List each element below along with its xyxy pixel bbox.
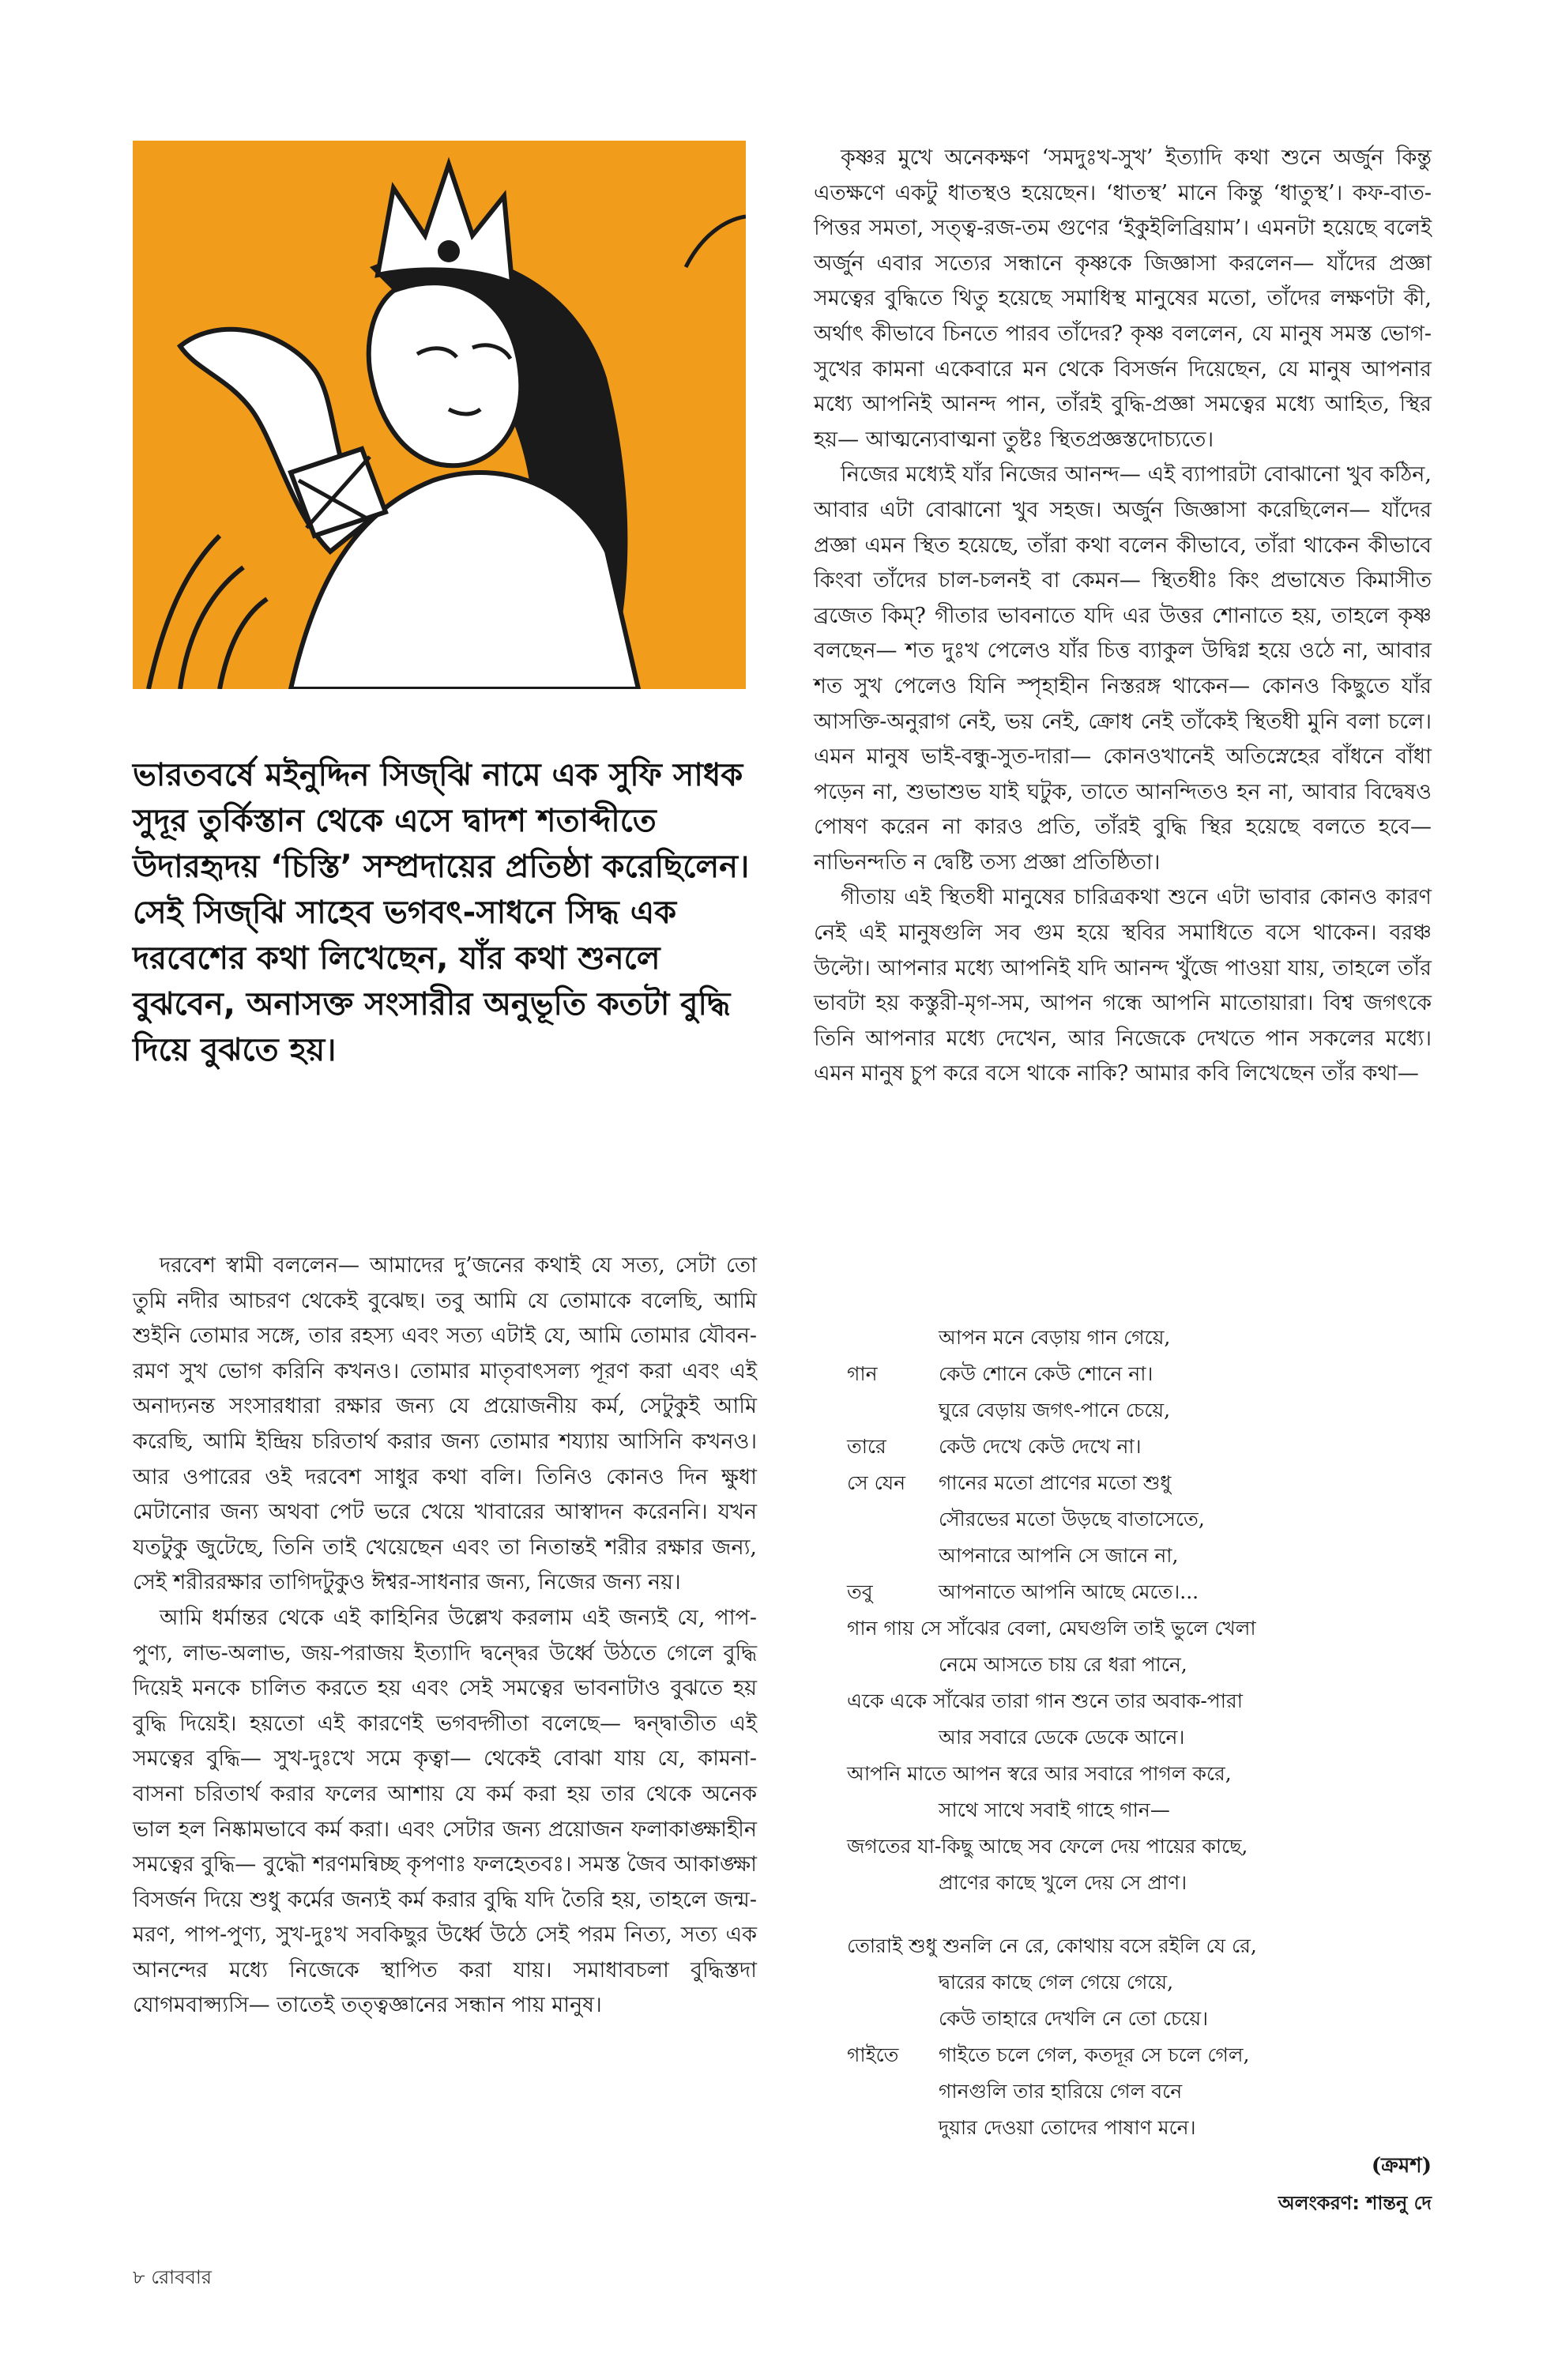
poem-line [847, 1719, 1447, 1756]
paragraph: নিজের মধ্যেই যাঁর নিজের আনন্দ— এই ব্যাপারটা বোঝানো খুব কঠিন, আবার এটা বোঝানো খুব সহজ। অর্জুন জিজ্ঞাসা করেছিলেন— যাঁদের প্রজ্ঞা এমন স্থিত হয়েছে, তাঁরা কথা বলেন কীভাবে, তাঁরা থাকেন কীভাবে কিংবা তাঁদের চাল-চলনই বা কেমন— স্থিতধীঃ কিং প্রভাষেত কিমাসীত ব্রজেত কিম্? গীতার ভাবনাতে যদি এর উত্তর শোনাতে হয়, তাহলে কৃষ্ণ বলছেন— শত দুঃখ পেলেও যাঁর চিত্ত ব্যাকুল উদ্বিগ্ন হয়ে ওঠে না, আবার শত সুখ পেলেও যিনি স্পৃহাহীন নিস্তরঙ্গ থাকেন— কোনও কিছুতে যাঁর আসক্তি-অনুরাগ নেই, ভয় নেই, ক্রোধ নেই তাঁকেই স্থিতধী মুনি বলা চলে। এমন মানুষ ভাই-বন্ধু-সুত-দারা— কোনওখানেই অতিস্নেহের বাঁধনে বাঁধা পড়েন না, শুভাশুভ যাই ঘটুক, তাতে আনন্দিতও হন না, আবার বিদ্বেষও পোষণ করেন না কারও প্রতি, তাঁরই বুদ্ধি স্থির হয়েছে বলতে হবে— নাভিনন্দতি ন দ্বেষ্টি তস্য প্রজ্ঞা প্রতিষ্ঠিতা। [814, 462, 1432, 875]
poem-line-label [847, 1538, 939, 1574]
poem-line-label [847, 1647, 939, 1683]
poem-line [847, 2073, 1447, 2110]
poem-line-text: আপনারে আপনি সে জানে না, [939, 1544, 1179, 1567]
poem-line [847, 1928, 1447, 1964]
poem-line [847, 2037, 1447, 2073]
poem-line-label [847, 1964, 939, 2001]
poem-line-label: তবু [847, 1580, 873, 1603]
poem-line-label [847, 1501, 939, 1538]
poem-line-text: একে একে সাঁঝের তারা গান শুনে তার অবাক-পারা [847, 1689, 1244, 1712]
paragraph: আমি ধর্মান্তর থেকে এই কাহিনির উল্লেখ করলাম এই জন্যই যে, পাপ-পুণ্য, লাভ-অলাভ, জয়-পরাজয় ইত্যাদি দ্বন্দ্বের উর্ধ্বে উঠতে গেলে বুদ্ধি দিয়েই মনকে চালিত করতে হয় এবং সেই সমত্বের ভাবনাটাও বুঝতে হয় বুদ্ধি দিয়েই। হয়তো এই কারণেই ভগবদ্গীতা বলেছে— দ্বন্দ্বাতীত এই সমত্বের বুদ্ধি— সুখ-দুঃখে সমে কৃত্বা— থেকেই বোঝা যায় যে, কামনা-বাসনা চরিতার্থ করার ফলের আশায় যে কর্ম করা হয় তার থেকে অনেক ভাল হল নিষ্কামভাবে কর্ম করা। এবং সেটার জন্য প্রয়োজন ফলাকাঙ্ক্ষাহীন সমত্বের বুদ্ধি— বুদ্ধৌ শরণমন্বিচ্ছ কৃপণাঃ ফলহেতবঃ। সমস্ত জৈব আকাঙ্ক্ষা বিসর্জন দিয়ে শুধু কর্মের জন্যই কর্ম করার বুদ্ধি যদি তৈরি হয়, তাহলে জন্ম-মরণ, পাপ-পুণ্য, সুখ-দুঃখ সবকিছুর উর্ধ্বে উঠে সেই পরম নিত্য, সত্য এক আনন্দের মধ্যে নিজেকে স্থাপিত করা যায়। সমাধাবচলা বুদ্ধিস্তদা যোগমবাপ্স্যসি— তাতেই তত্ত্বজ্ঞানের সন্ধান পায় মানুষ। [133, 1605, 757, 2018]
poem-line-text: কেউ শোনে কেউ শোনে না। [939, 1362, 1153, 1385]
poem-stanza [847, 1320, 1447, 1901]
poem-line-label [847, 1865, 939, 1901]
poem-line-text: আর সবারে ডেকে ডেকে আনে। [939, 1726, 1185, 1749]
poem-line-text: সাথে সাথে সবাই গাহে গান— [939, 1798, 1170, 1821]
poem-line [847, 1610, 1447, 1647]
poem-line-text: দ্বারের কাছে গেল গেয়ে গেয়ে, [939, 1971, 1174, 1994]
poem-line [847, 1501, 1447, 1538]
poem-stanza [847, 1928, 1447, 2146]
krishna-illustration-icon [133, 141, 746, 689]
poem-line [847, 1538, 1447, 1574]
poem-line-label [847, 1320, 939, 1356]
poem-line-text: গান গায় সে সাঁঝের বেলা, মেঘগুলি তাই ভুলে খেলা [847, 1617, 1256, 1640]
poem-line-text: কেউ তাহারে দেখলি নে তো চেয়ে। [939, 2007, 1209, 2030]
poem-line [847, 1756, 1447, 1792]
poem-line-label: গাইতে [847, 2043, 899, 2066]
poem-line-text: নেমে আসতে চায় রে ধরা পানে, [939, 1653, 1187, 1676]
poem-line [847, 2001, 1447, 2037]
paragraph: গীতায় এই স্থিতধী মানুষের চারিত্রকথা শুনে এটা ভাবার কোনও কারণ নেই এই মানুষগুলি সব গুম হয়ে স্থবির সমাধিতে বসে থাকেন। বরঞ্চ উল্টো। আপনার মধ্যে আপনিই যদি আনন্দ খুঁজে পাওয়া যায়, তাহলে তাঁর ভাবটা হয় কস্তুরী-মৃগ-সম, আপন গন্ধে আপনি মাতোয়ারা। বিশ্ব জগৎকে তিনি আপনার মধ্যে দেখেন, আর নিজেকে দেখতে পান সকলের মধ্যে। এমন মানুষ চুপ করে বসে থাকে নাকি? আমার কবি লিখেছেন তাঁর কথা— [814, 885, 1432, 1086]
poem-line [847, 1964, 1447, 2001]
poem-line-text: দুয়ার দেওয়া তোদের পাষাণ মনে। [939, 2116, 1196, 2139]
poem-line-text: গানগুলি তার হারিয়ে গেল বনে [939, 2080, 1183, 2103]
poem-line-label: গান [847, 1362, 878, 1385]
illustration-credit: অলংকরণ: শান্তনু দে [1278, 2192, 1432, 2214]
pull-quote [133, 752, 757, 1073]
krishna-illustration [133, 141, 746, 689]
left-column-text [133, 1248, 757, 2024]
poem-line [847, 2110, 1447, 2146]
poem-line [847, 1465, 1447, 1501]
poem [847, 1320, 1447, 2173]
poem-line-label [847, 2073, 939, 2110]
poem-line-text: তোরাই শুধু শুনলি নে রে, কোথায় বসে রইলি যে রে, [847, 1934, 1257, 1957]
poem-line-label [847, 2110, 939, 2146]
poem-line-label [847, 1392, 939, 1429]
continued-marker: (ক্রমশ) [1371, 2154, 1432, 2178]
poem-line [847, 1792, 1447, 1828]
poem-line [847, 1574, 1447, 1610]
poem-line [847, 1356, 1447, 1392]
page-folio: ৮ রোববার [133, 2266, 212, 2288]
poem-line-label [847, 1719, 939, 1756]
pull-quote-text: ভারতবর্ষে মইনুদ্দিন সিজ্‌ঝি নামে এক সুফি সাধক সুদূর তুর্কিস্তান থেকে এসে দ্বাদশ শতাব্দীতে উদারহৃদয় ‘চিস্তি’ সম্প্রদায়ের প্রতিষ্ঠা করেছিলেন। সেই সিজ্‌ঝি সাহেব ভগবৎ-সাধনে সিদ্ধ এক দরবেশের কথা লিখেছেন, যাঁর কথা শুনলে বুঝবেন, অনাসক্ত সংসারীর অনুভূতি কতটা বুদ্ধি দিয়ে বুঝতে হয়। [133, 757, 750, 1068]
poem-line-text: সৌরভের মতো উড়ছে বাতাসেতে, [939, 1508, 1205, 1531]
poem-line [847, 1647, 1447, 1683]
poem-line [847, 1320, 1447, 1356]
poem-line [847, 1683, 1447, 1719]
poem-line-text: ঘুরে বেড়ায় জগৎ-পানে চেয়ে, [939, 1399, 1171, 1422]
poem-line-text: আপন মনে বেড়ায় গান গেয়ে, [939, 1326, 1171, 1349]
poem-line-label [847, 1792, 939, 1828]
paragraph: কৃষ্ণর মুখে অনেকক্ষণ ‘সমদুঃখ-সুখ’ ইত্যাদি কথা শুনে অর্জুন কিন্তু এতক্ষণে একটু ধাতস্থও হয়েছেন। ‘ধাতস্থ’ মানে কিন্তু ‘ধাতুস্থ’। কফ-বাত-পিত্তর সমতা, সত্ত্ব-রজ-তম গুণের ‘ইকুইলিব্রিয়াম’। এমনটা হয়েছে বলেই অর্জুন এবার সত্যের সন্ধানে কৃষ্ণকে জিজ্ঞাসা করলেন— যাঁদের প্রজ্ঞা সমত্বের বুদ্ধিতে থিতু হয়েছে সমাধিস্থ মানুষের মতো, তাঁদের লক্ষণটা কী, অর্থাৎ কীভাবে চিনতে পারব তাঁদের? কৃষ্ণ বললেন, যে মানুষ সমস্ত ভোগ-সুখের কামনা একেবারে মন থেকে বিসর্জন দিয়েছেন, যে মানুষ আপনার মধ্যে আপনিই আনন্দ পান, তাঁরই বুদ্ধি-প্রজ্ঞা সমত্বের মধ্যে আহিত, স্থির হয়— আত্মন্যেবাত্মনা তুষ্টঃ স্থিতপ্রজ্ঞস্তদোচ্যতে। [814, 145, 1432, 452]
paragraph: দরবেশ স্বামী বললেন— আমাদের দু’জনের কথাই যে সত্য, সেটা তো তুমি নদীর আচরণ থেকেই বুঝেছ। তবু আমি যে তোমাকে বলেছি, আমি শুইনি তোমার সঙ্গে, তার রহস্য এবং সত্য এটাই যে, আমি তোমার যৌবন-রমণ সুখ ভোগ করিনি কখনও। তোমার মাতৃবাৎসল্য পূরণ করা এবং এই অনাদ্যনন্ত সংসারধারা রক্ষার জন্য যে প্রয়োজনীয় কর্ম, সেটুকুই আমি করেছি, আমি ইন্দ্রিয় চরিতার্থ করার জন্য তোমার শয্যায় আসিনি কখনও। আর ওপারের ওই দরবেশ সাধুর কথা বলি। তিনিও কোনও দিন ক্ষুধা মেটানোর জন্য অথবা পেট ভরে খেয়ে খাবারের আস্বাদন করেননি। যখন যতটুকু জুটেছে, তিনি তাই খেয়েছেন এবং তা নিতান্তই শরীর রক্ষার জন্য, সেই শরীররক্ষার তাগিদটুকুও ঈশ্বর-সাধনার জন্য, নিজের জন্য নয়। [133, 1253, 757, 1595]
poem-line-text: আপনি মাতে আপন স্বরে আর সবারে পাগল করে, [847, 1762, 1232, 1785]
poem-line [847, 1828, 1447, 1865]
poem-line-text: প্রাণের কাছে খুলে দেয় সে প্রাণ। [939, 1871, 1187, 1894]
right-column-text [814, 141, 1432, 1092]
poem-line [847, 1429, 1447, 1465]
poem-line-text: আপনাতে আপনি আছে মেতে।... [939, 1580, 1199, 1603]
poem-line-text: গানের মতো প্রাণের মতো শুধু [939, 1471, 1172, 1494]
poem-line-text: জগতের যা-কিছু আছে সব ফেলে দেয় পায়ের কাছে, [847, 1835, 1248, 1858]
poem-line-text: গাইতে চলে গেল, কতদূর সে চলে গেল, [939, 2043, 1250, 2066]
poem-line [847, 1865, 1447, 1901]
poem-line-label: তারে [847, 1435, 886, 1458]
poem-line-label [847, 2001, 939, 2037]
poem-line [847, 1392, 1447, 1429]
poem-line-text: কেউ দেখে কেউ দেখে না। [939, 1435, 1142, 1458]
poem-line-label: সে যেন [847, 1471, 906, 1494]
